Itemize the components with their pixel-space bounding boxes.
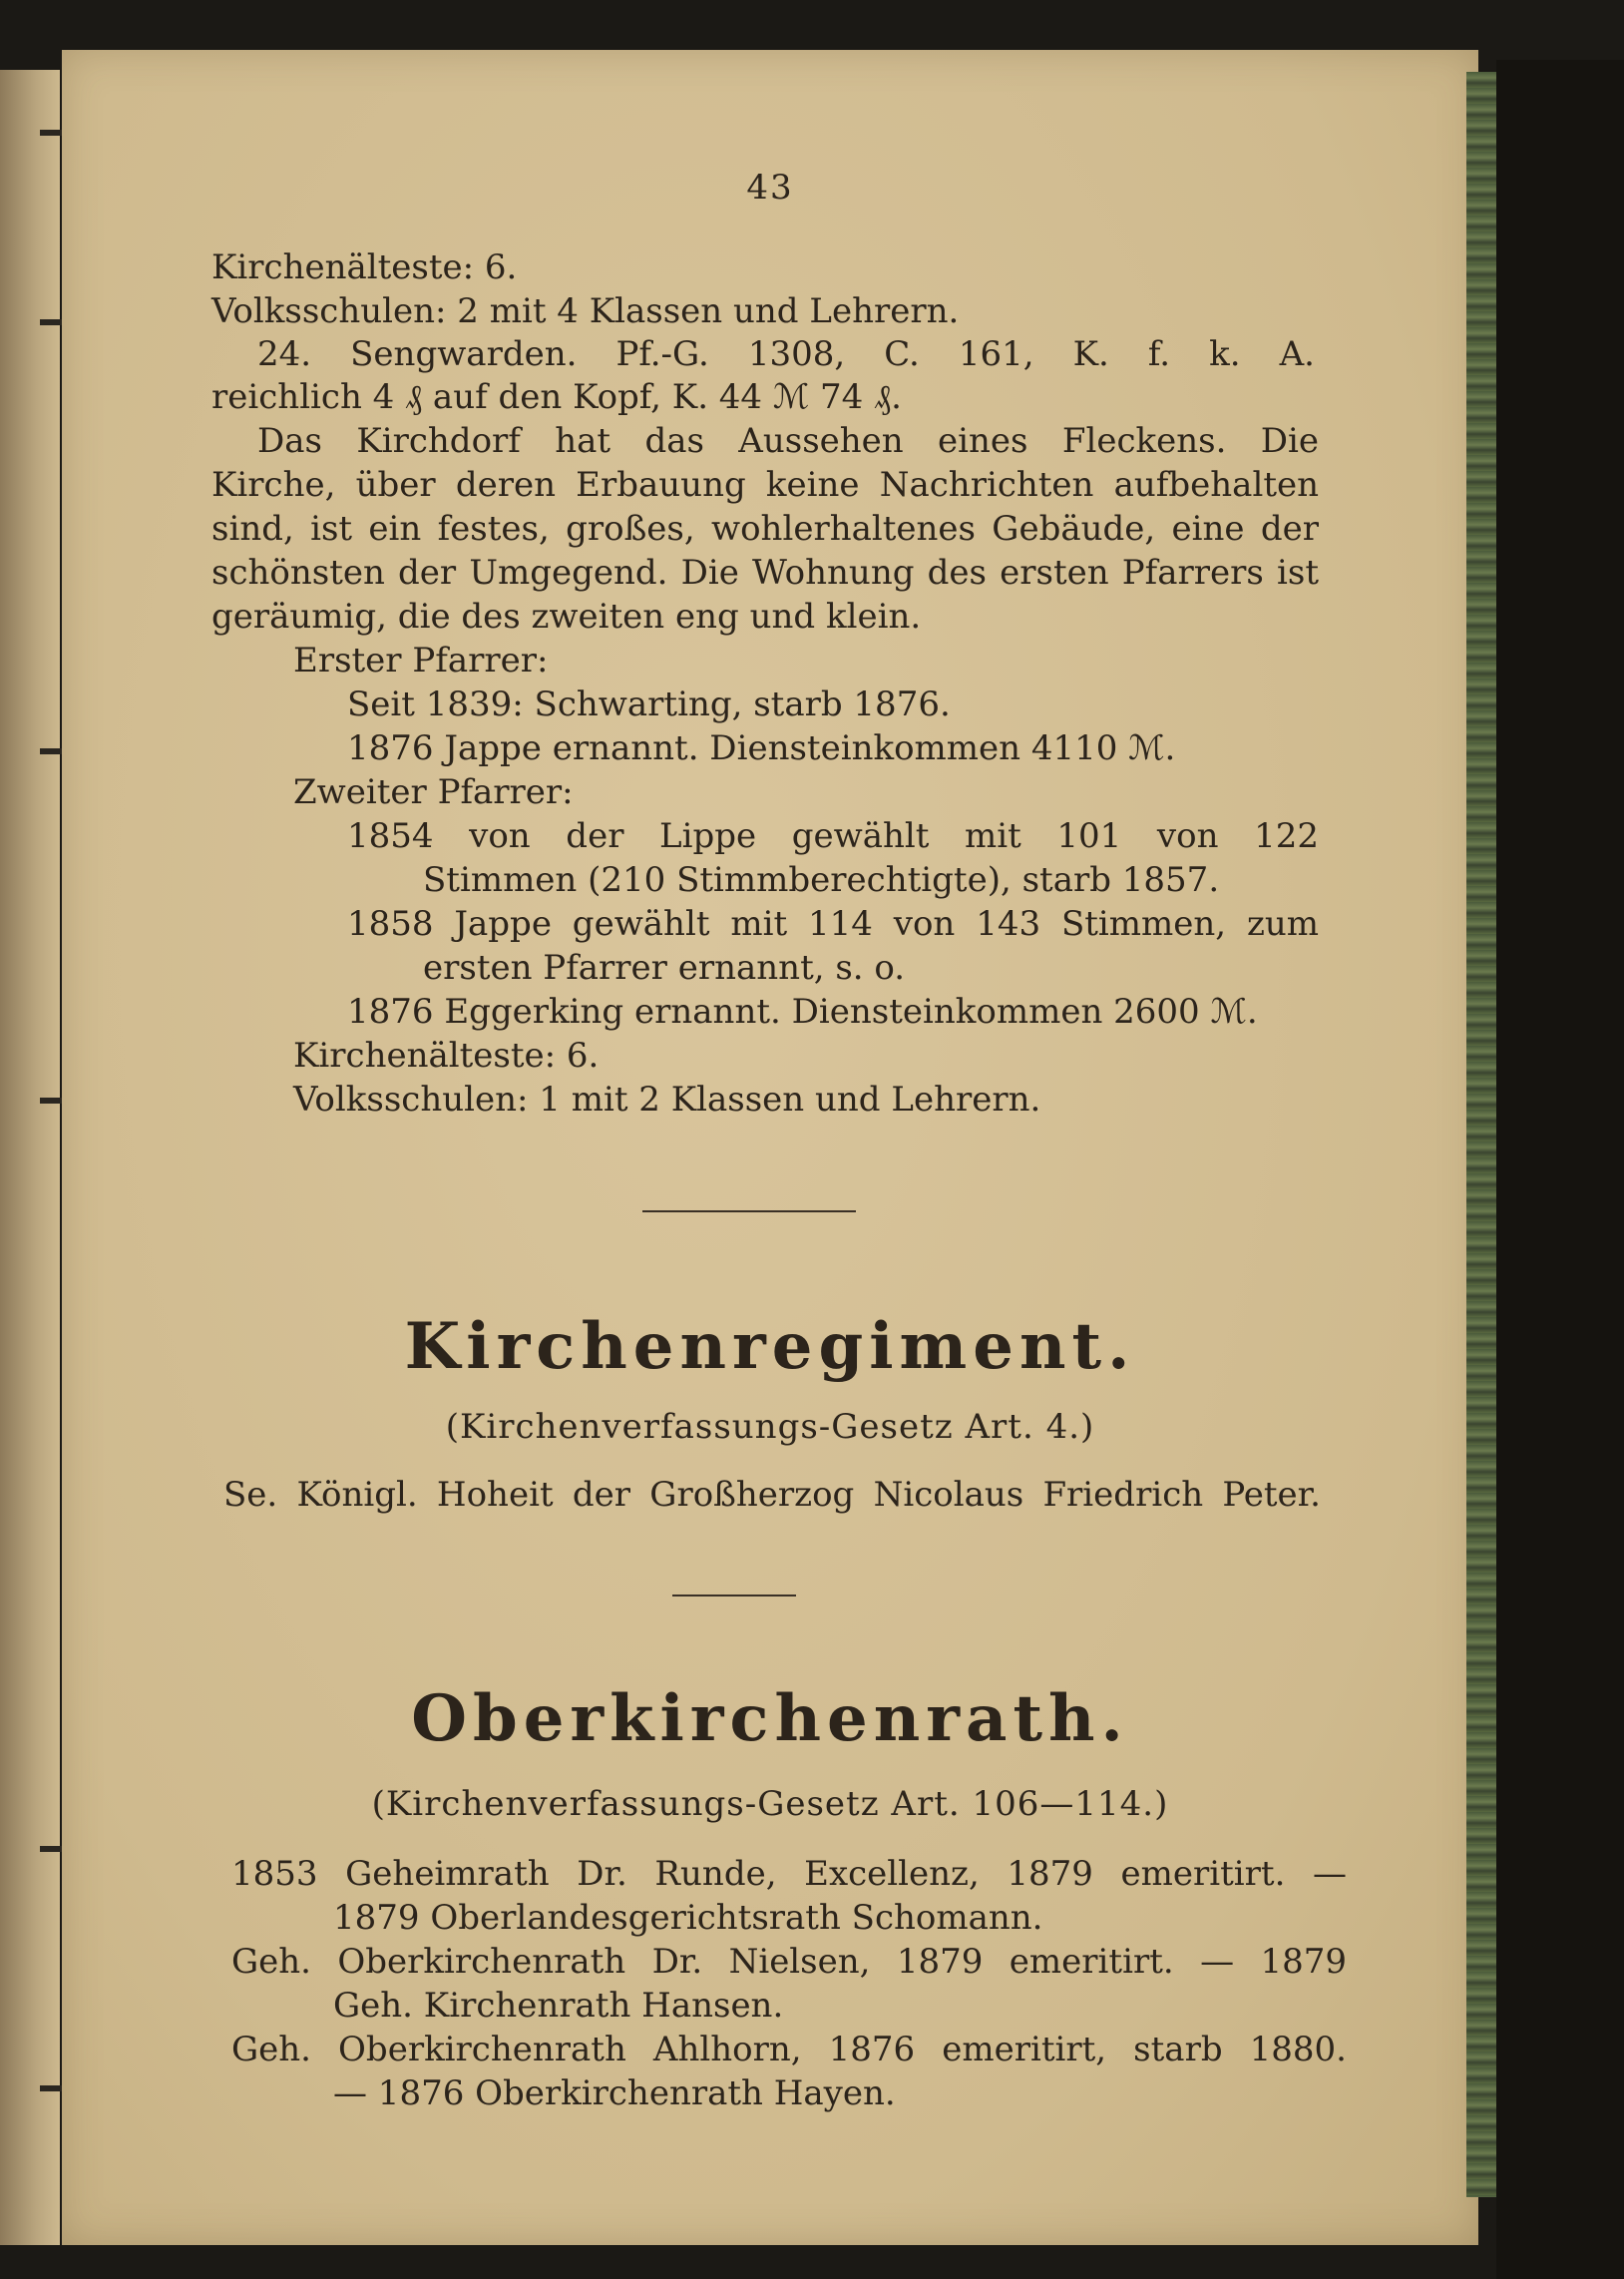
subsection-label: Zweiter Pfarrer: bbox=[293, 772, 574, 812]
text-line: Kirchenälteste: 6. bbox=[293, 1036, 600, 1076]
text-line: reichlich 4 ₰ auf den Kopf, K. 44 ℳ 74 ₰. bbox=[211, 377, 902, 417]
text-line: Geh. Oberkirchenrath Ahlhorn, 1876 emeritirt, starb 1880. bbox=[231, 2030, 1347, 2069]
text-line: schönsten der Umgegend. Die Wohnung des ersten Pfarrers ist bbox=[211, 553, 1319, 593]
text-line: 1854 von der Lippe gewählt mit 101 von 122 bbox=[347, 816, 1319, 856]
section-title-oberkirchenrath: Oberkirchenrath. bbox=[411, 1681, 1129, 1756]
text-line: 1876 Eggerking ernannt. Diensteinkommen 2600 ℳ. bbox=[347, 992, 1258, 1032]
section-title-kirchenregiment: Kirchenregiment. bbox=[404, 1309, 1136, 1384]
section-divider bbox=[672, 1595, 796, 1596]
text-line: 1879 Oberlandesgerichtsrath Schomann. bbox=[333, 1898, 1043, 1938]
text-line: 1858 Jappe gewählt mit 114 von 143 Stimmen, zum bbox=[347, 904, 1319, 944]
text-line: Se. Königl. Hoheit der Großherzog Nicolaus Friedrich Peter. bbox=[223, 1475, 1321, 1515]
section-divider bbox=[642, 1210, 856, 1212]
text-line: Stimmen (210 Stimmberechtigte), starb 1857. bbox=[423, 860, 1220, 900]
section-subtitle: (Kirchenverfassungs-Gesetz Art. 4.) bbox=[445, 1407, 1095, 1447]
text-line: Volksschulen: 2 mit 4 Klassen und Lehrern. bbox=[211, 291, 960, 331]
text-line: 1876 Jappe ernannt. Diensteinkommen 4110 ℳ. bbox=[347, 728, 1176, 768]
text-line: 1853 Geheimrath Dr. Runde, Excellenz, 1879 emeritirt. — bbox=[231, 1854, 1347, 1894]
subsection-label: Erster Pfarrer: bbox=[293, 641, 549, 681]
text-line: geräumig, die des zweiten eng und klein. bbox=[211, 597, 922, 637]
section-subtitle: (Kirchenverfassungs-Gesetz Art. 106—114.) bbox=[371, 1784, 1169, 1824]
text-line: Volksschulen: 1 mit 2 Klassen und Lehrern. bbox=[293, 1080, 1041, 1120]
text-line: ersten Pfarrer ernannt, s. o. bbox=[423, 948, 906, 988]
text-line: Geh. Oberkirchenrath Dr. Nielsen, 1879 emeritirt. — 1879 bbox=[231, 1942, 1347, 1982]
text-line: Seit 1839: Schwarting, starb 1876. bbox=[347, 684, 951, 724]
text-line: Kirchenälteste: 6. bbox=[211, 247, 518, 287]
book-binding-edge bbox=[1466, 72, 1496, 2197]
text-line: 24. Sengwarden. Pf.-G. 1308, C. 161, K. f. k. A. bbox=[257, 334, 1315, 374]
page-edge-mark bbox=[40, 1846, 62, 1852]
page-edge-mark bbox=[40, 130, 62, 136]
book-page bbox=[62, 50, 1478, 2245]
book-edge-shadow bbox=[1496, 60, 1624, 2279]
page-edge-mark bbox=[40, 319, 62, 325]
text-line: Geh. Kirchenrath Hansen. bbox=[333, 1986, 784, 2026]
left-adjacent-page bbox=[0, 70, 60, 2245]
text-line: Das Kirchdorf hat das Aussehen eines Fleckens. Die bbox=[257, 421, 1319, 461]
text-line: sind, ist ein festes, großes, wohlerhaltenes Gebäude, eine der bbox=[211, 509, 1319, 549]
page-edge-mark bbox=[40, 2085, 62, 2091]
page-number: 43 bbox=[746, 168, 794, 208]
text-line: — 1876 Oberkirchenrath Hayen. bbox=[333, 2073, 896, 2113]
page-edge-mark bbox=[40, 1098, 62, 1104]
text-line: Kirche, über deren Erbauung keine Nachrichten aufbehalten bbox=[211, 465, 1319, 505]
page-edge-mark bbox=[40, 748, 62, 754]
